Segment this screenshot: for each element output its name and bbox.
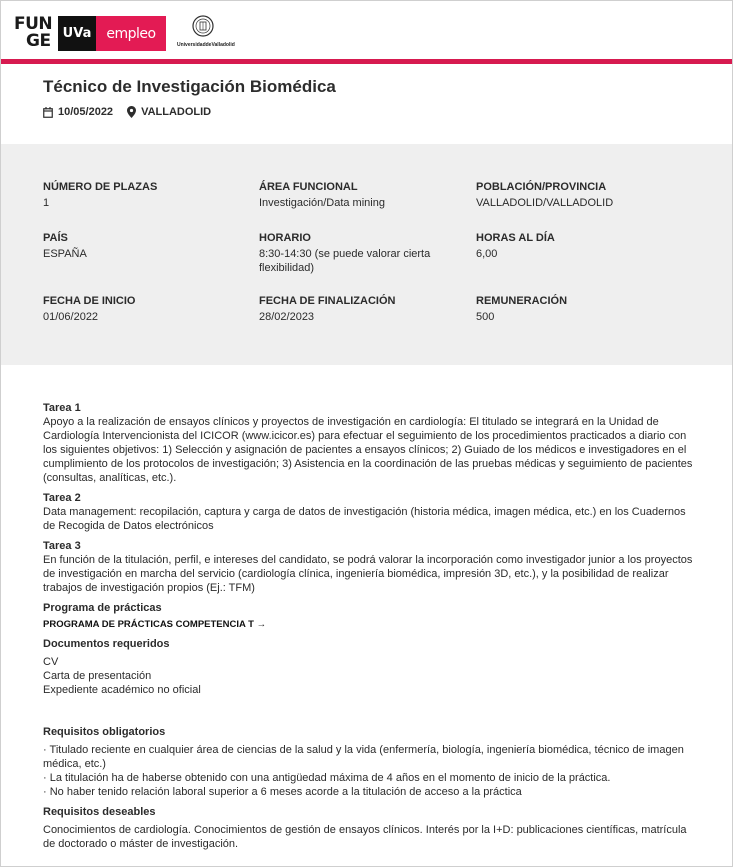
documento-item: CV bbox=[43, 656, 59, 668]
task-block bbox=[43, 491, 698, 533]
info-inicio bbox=[43, 294, 136, 324]
task-block bbox=[43, 539, 698, 595]
deseables-section bbox=[43, 805, 698, 851]
empleo-logo[interactable]: empleo bbox=[96, 16, 166, 51]
documento-item: Expediente académico no oficial bbox=[43, 684, 201, 696]
info-poblacion-label: POBLACIÓN/PROVINCIA bbox=[476, 181, 607, 193]
info-area bbox=[259, 180, 449, 210]
task-text: En función de la titulación, perfil, e intereses del candidato, se podrá valorar la incorporación como investigador junior a los proyectos de investigación en marcha del servicio (cardiología clínica, ingeniería biomédica, impresión 3D, etc.), y la posibilidad de realizar trabajos de investigación propios (Ej.: TFM) bbox=[43, 554, 693, 594]
requisitos-title: Requisitos obligatorios bbox=[43, 726, 166, 738]
funge-logo[interactable] bbox=[14, 15, 58, 51]
info-pais-label: PAÍS bbox=[43, 232, 68, 244]
info-fin bbox=[259, 294, 449, 324]
job-description bbox=[43, 401, 698, 859]
map-pin-icon bbox=[127, 106, 136, 118]
info-plazas-value: 1 bbox=[43, 197, 50, 209]
info-horario-label: HORARIO bbox=[259, 232, 311, 244]
requisitos-section bbox=[43, 725, 698, 799]
info-plazas bbox=[43, 180, 157, 210]
uva-logo[interactable]: UVa bbox=[58, 16, 96, 51]
task-title: Tarea 2 bbox=[43, 492, 81, 504]
task-block bbox=[43, 401, 698, 485]
info-inicio-label: FECHA DE INICIO bbox=[43, 295, 136, 307]
page-title: Técnico de Investigación Biomédica bbox=[43, 77, 336, 96]
funge-logo-line2: GE bbox=[26, 31, 51, 51]
university-name: UniversidaddeValladolid bbox=[177, 42, 235, 48]
job-date: 10/05/2022 bbox=[58, 106, 114, 118]
info-remuneracion-label: REMUNERACIÓN bbox=[476, 295, 568, 307]
deseables-title: Requisitos deseables bbox=[43, 806, 156, 818]
info-remuneracion-value: 500 bbox=[476, 311, 495, 323]
info-pais-value: ESPAÑA bbox=[43, 248, 87, 260]
info-inicio-value: 01/06/2022 bbox=[43, 311, 99, 323]
info-horario bbox=[259, 231, 449, 275]
info-horas bbox=[476, 231, 555, 261]
info-poblacion bbox=[476, 180, 613, 210]
programa-link[interactable]: PROGRAMA DE PRÁCTICAS COMPETENCIA T → bbox=[43, 619, 267, 630]
deseables-text: Conocimientos de cardiología. Conocimientos de gestión de ensayos clínicos. Interés por la I+D: publicaciones científicas, matrícula de doctorado o máster de investigación. bbox=[43, 824, 687, 850]
task-title: Tarea 3 bbox=[43, 540, 81, 552]
task-text: Data management: recopilación, captura y carga de datos de investigación (historia médica, imagen médica, etc.) en los Cuadernos de Recogida de Datos electrónicos bbox=[43, 506, 686, 532]
task-title: Tarea 1 bbox=[43, 402, 81, 414]
info-plazas-label: NÚMERO DE PLAZAS bbox=[43, 181, 158, 193]
job-meta bbox=[43, 106, 211, 118]
requisito-item: · La titulación ha de haberse obtenido con una antigüedad máxima de 4 años en el momento de inicio de la práctica. bbox=[43, 772, 611, 784]
university-seal-icon bbox=[192, 15, 214, 37]
requisito-item: · Titulado reciente en cualquier área de ciencias de la salud y la vida (enfermería, biología, ingeniería biomédica, técnico de imagen médica, etc.) bbox=[43, 744, 684, 770]
documentos-section bbox=[43, 637, 698, 697]
info-horas-label: HORAS AL DÍA bbox=[476, 232, 555, 244]
funge-logo-line1: FUN bbox=[14, 14, 53, 34]
documentos-title: Documentos requeridos bbox=[43, 638, 170, 650]
requisito-item: · No haber tenido relación laboral superior a 6 meses acorde a la titulación de acceso a la práctica bbox=[43, 786, 522, 798]
info-area-label: ÁREA FUNCIONAL bbox=[259, 181, 358, 193]
info-fin-label: FECHA DE FINALIZACIÓN bbox=[259, 295, 396, 307]
university-logo[interactable] bbox=[177, 15, 235, 53]
site-header bbox=[1, 1, 732, 59]
info-horas-value: 6,00 bbox=[476, 248, 498, 260]
info-poblacion-value: VALLADOLID/VALLADOLID bbox=[476, 197, 614, 209]
info-area-value: Investigación/Data mining bbox=[259, 197, 385, 209]
programa-title: Programa de prácticas bbox=[43, 602, 162, 614]
task-text: Apoyo a la realización de ensayos clínicos y proyectos de investigación en cardiología: El titulado se integrará en la Unidad de Cardiología Intervencionista del ICICOR (www.icicor.es) para efectuar el seguimiento de los procedimientos practicados a diario con los siguientes objetivos: 1) Selección y asignación de pacientes a ensayos clínicos; 2) Guiado de los médicos e investigadores en el cumplimiento de los protocolos de investigación; 3) Asistencia en la coordinación de las pruebas médicas y seguimiento de pacientes (consultas, analíticas, etc.). bbox=[43, 416, 693, 484]
info-remuneracion bbox=[476, 294, 567, 324]
info-horario-value: 8:30-14:30 (se puede valorar cierta flexibilidad) bbox=[259, 248, 431, 274]
calendar-icon bbox=[43, 107, 53, 118]
job-location: VALLADOLID bbox=[141, 106, 212, 118]
accent-divider bbox=[1, 59, 732, 64]
programa-section bbox=[43, 601, 698, 632]
info-fin-value: 28/02/2023 bbox=[259, 311, 315, 323]
documento-item: Carta de presentación bbox=[43, 670, 152, 682]
job-info-panel bbox=[1, 144, 732, 365]
info-pais bbox=[43, 231, 87, 261]
